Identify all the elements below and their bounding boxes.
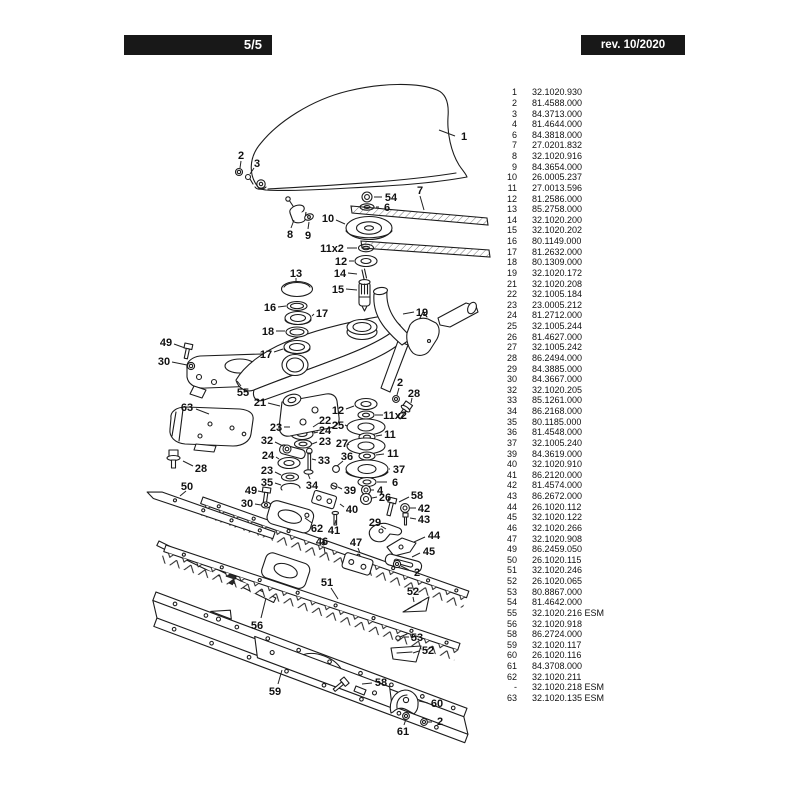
part-code: 32.1020.216 ESM [532,607,605,618]
callout-number: 49 [244,485,258,497]
part-ref: 32 [506,384,517,395]
callout-number: 60 [430,698,444,710]
callout-number: 8 [286,229,294,241]
part-code: 32.1020.200 [532,214,583,225]
callout-leader [240,161,241,168]
part-code: 32.1005.242 [532,342,583,353]
callout-number: 24 [261,450,275,462]
callout-leader [275,472,281,475]
callout-number: 33 [317,455,331,467]
callout-leader [312,459,316,460]
knife-section-44 [387,538,416,556]
part-ref: 17 [506,246,517,257]
callout-leader [372,497,377,498]
callout-number: 55 [236,387,250,399]
callout-leader [412,553,420,557]
callout-number: 21 [253,397,267,409]
callout-leader [314,432,318,433]
callout-number: 11 [387,448,399,460]
callout-number: 11x2 [383,410,407,422]
part-ref: 23 [506,299,517,310]
part-code: 81.4574.000 [532,480,583,491]
callout-number: 2 [237,150,245,162]
callout-leader [376,435,382,436]
callout-number: 46 [315,536,329,548]
callout-number: 13 [289,268,303,280]
part-code: 32.1020.218 ESM [532,682,605,693]
callout-leader [276,457,279,459]
part-ref: 13 [506,204,517,215]
part-ref: 34 [506,406,517,417]
part-ref: 24 [506,310,517,321]
part-ref: 27 [506,342,517,353]
callout-number: 29 [368,517,382,529]
part-code: 32.1020.266 [532,522,583,533]
callout-number: 24 [318,425,332,437]
part-ref: 58 [506,629,517,640]
bolt-28a [167,450,180,468]
part-ref: 9 [511,161,517,172]
callout-number: 53 [410,632,424,644]
part-ref: 28 [506,352,517,363]
fin-52b [391,646,421,662]
part-code: 84.3667.000 [532,374,583,385]
part-code: 26.0005.237 [532,172,583,183]
callout-leader [346,289,357,290]
part-ref: 21 [506,278,517,289]
callout-leader [346,406,354,409]
callout-leader [345,425,347,426]
part-code: 81.4588.000 [532,97,583,108]
callout-number: 4 [376,485,384,497]
part-code: 84.3713.000 [532,108,583,119]
part-ref: 18 [506,257,517,268]
bolt-43 [403,513,408,525]
part-ref: 6 [511,129,517,140]
part-ref: 10 [506,172,517,183]
part-ref: 46 [506,522,517,533]
callout-leader [336,220,345,224]
callout-number: 52 [421,645,435,657]
part-ref: 37 [506,437,517,448]
callout-leader [376,454,384,455]
callout-number: 28 [194,463,208,475]
callout-number: 15 [331,284,345,296]
callout-number: 18 [261,326,275,338]
part-code: 86.2724.000 [532,629,583,640]
callout-leader [312,314,314,316]
callout-number: 19 [415,307,429,319]
callout-number: 51 [320,577,334,589]
part-ref: 52 [506,576,517,587]
part-ref: 43 [506,491,517,502]
part-ref: 30 [506,374,517,385]
bolt-2-small [393,560,400,567]
callout-number: 16 [263,302,277,314]
callout-number: 63 [180,402,194,414]
part-code: 26.1020.116 [532,650,582,661]
callout-number: 54 [384,192,398,204]
fin-52a [403,597,429,612]
ball-36 [333,466,340,473]
callout-number: 25 [331,420,345,432]
callout-number: 34 [305,480,319,492]
part-code: 32.1020.202 [532,225,583,236]
part-ref: 51 [506,565,517,576]
callout-leader [255,504,261,505]
part-ref: 60 [506,650,517,661]
callout-number: 6 [391,477,399,489]
revision-badge: rev. 10/2020 [581,35,685,55]
callout-number: 2 [396,377,404,389]
page-number-badge: 5/5 [124,35,272,55]
callout-number: 45 [422,546,436,558]
part-code: 84.3619.000 [532,448,583,459]
nut-2e [421,719,428,726]
part-code: 32.1020.208 [532,278,583,289]
part-code: 80.1309.000 [532,257,583,268]
part-code: 84.3885.000 [532,363,583,374]
part-ref: 62 [506,671,517,682]
part-ref: 40 [506,459,517,470]
callout-leader [268,403,280,406]
nut-2c [393,396,400,403]
part-code: 81.4642.000 [532,597,583,608]
callout-number: 6 [383,202,391,214]
callout-number: 23 [318,436,332,448]
callout-leader [403,312,414,314]
callout-leader [420,196,424,210]
part-code: 85.2758.000 [532,204,583,215]
callout-leader [338,487,342,489]
nut-42 [401,504,410,513]
part-code: 32.1020.135 ESM [532,692,605,703]
part-code: 32.1020.910 [532,459,583,470]
part-ref: 54 [506,597,517,608]
callout-number: 10 [321,213,335,225]
part-code: 26.1020.115 [532,554,582,565]
tensioner-8 [286,197,306,223]
part-code: 85.1261.000 [532,395,583,406]
callout-number: 2 [436,716,444,728]
callout-number: 7 [416,185,424,197]
callout-number: 40 [345,504,359,516]
part-code: 32.1020.117 [532,639,582,650]
callout-number: 42 [417,503,431,515]
part-ref: 22 [506,289,517,300]
part-code: 84.3818.000 [532,129,583,140]
part-ref: 2 [511,97,517,108]
part-code: 80.8867.000 [532,586,583,597]
part-ref: 61 [506,661,517,672]
callout-number: 49 [159,337,173,349]
part-code: 32.1020.930 [532,87,583,98]
callout-number: 58 [410,490,424,502]
pulley-10 [346,217,392,240]
callout-number: 52 [406,586,420,598]
callout-number: 23 [269,422,283,434]
part-ref: 14 [506,214,517,225]
part-ref: 50 [506,554,517,565]
callout-number: 56 [250,620,264,632]
part-ref: 3 [511,108,517,119]
part-code: 81.4627.000 [532,331,583,342]
bolt-49b [261,487,271,503]
callout-leader [410,518,416,519]
part-ref: 35 [506,416,517,427]
part-ref: 42 [506,480,517,491]
callout-number: 9 [304,230,312,242]
part-code: 32.1020.908 [532,533,583,544]
callout-number: 27 [335,438,349,450]
part-ref: 11 [507,182,517,193]
part-code: 81.2712.000 [532,310,583,321]
part-code: 81.4644.000 [532,119,583,130]
callout-number: 11 [384,429,396,441]
part-code: 26.1020.112 [532,501,582,512]
callout-leader [348,273,357,274]
part-ref: 36 [506,427,517,438]
callout-number: 43 [417,514,431,526]
part-code: 86.2168.000 [532,406,583,417]
part-code: 32.1005.240 [532,437,583,448]
callout-number: 26 [378,492,392,504]
part-code: 86.2459.050 [532,544,583,555]
part-code: 86.2120.000 [532,469,583,480]
callout-leader [261,598,266,618]
part-code: 23.0005.212 [532,299,583,310]
nut-30a [187,362,194,369]
part-code: 86.2494.000 [532,352,583,363]
part-code: 26.1020.065 [532,576,583,587]
part-ref: 26 [506,331,517,342]
callout-number: 41 [327,525,341,537]
callout-number: 47 [349,537,363,549]
callout-number: 36 [340,451,354,463]
part-ref: 53 [506,586,517,597]
callout-number: 30 [240,498,254,510]
callout-leader [172,362,187,365]
part-ref: 39 [506,448,517,459]
part-code: 27.0013.596 [532,182,583,193]
callout-leader [275,442,283,446]
part-code: 81.4548.000 [532,427,583,438]
part-ref: 44 [506,501,517,512]
part-code: 27.0201.832 [532,140,583,151]
part-ref: 29 [506,363,517,374]
callout-number: 44 [427,530,441,542]
callout-number: 30 [157,356,171,368]
callout-leader [414,537,425,542]
callout-number: 3 [253,158,261,170]
nut-30b [262,502,271,508]
callout-leader [275,483,281,485]
callout-leader [312,442,317,444]
part-ref: 19 [506,267,517,278]
part-code: 84.3708.000 [532,661,583,672]
callout-number: 17 [315,308,329,320]
callout-number: 12 [334,256,348,268]
part-ref: 56 [506,618,517,629]
callout-leader [308,222,309,229]
callout-leader [308,474,310,479]
callout-number: 11x2 [320,243,344,255]
part-ref: 59 [506,639,517,650]
callout-number: 59 [268,686,282,698]
part-code: 81.2586.000 [532,193,583,204]
belt-cover-1 [251,84,467,190]
part-ref: 1 [511,87,517,98]
callout-leader [183,461,193,466]
part-code: 32.1005.184 [532,289,583,300]
part-ref: 8 [511,151,517,162]
part-code: 32.1020.122 [532,512,583,523]
part-ref: 16 [506,236,517,247]
part-code: 80.1149.000 [532,236,582,247]
part-ref: - [514,682,517,693]
nut-61 [403,713,410,720]
part-ref: 49 [506,544,517,555]
callout-number: 28 [407,388,421,400]
part-code: 86.2672.000 [532,491,583,502]
callout-number: 58 [374,677,388,689]
callout-number: 23 [260,465,274,477]
callout-number: 1 [460,131,468,143]
part-code: 32.1020.246 [532,565,583,576]
part-ref: 63 [506,692,517,703]
part-code: 32.1020.916 [532,151,583,162]
part-code: 32.1020.918 [532,618,583,629]
callout-leader [397,388,399,395]
callout-number: 12 [331,405,345,417]
callout-number: 2 [413,567,421,579]
callout-leader [340,504,344,507]
part-ref: 41 [506,469,517,480]
nut-2a [236,169,243,176]
callout-number: 37 [392,464,406,476]
callout-number: 14 [333,268,347,280]
callout-leader [278,306,286,307]
part-ref: 15 [506,225,517,236]
part-code: 84.3654.000 [532,161,583,172]
part-ref: 33 [506,395,517,406]
part-code: 32.1020.205 [532,384,583,395]
part-ref: 12 [506,193,517,204]
part-ref: 25 [506,321,517,332]
part-code: 81.2632.000 [532,246,583,257]
part-ref: 4 [511,119,517,130]
callout-number: 61 [396,726,410,738]
part-code: 32.1020.172 [532,267,583,278]
callout-number: 32 [260,435,274,447]
callout-leader [331,588,338,599]
callout-number: 39 [343,485,357,497]
bolt-49a [182,343,193,359]
callout-leader [174,344,185,348]
callout-number: 22 [318,415,332,427]
guide-block-40 [311,490,337,509]
callout-leader [399,497,409,502]
part-ref: 7 [511,140,517,151]
part-ref: 55 [506,607,517,618]
part-code: 32.1005.244 [532,321,583,332]
part-code: 32.1020.211 [532,671,582,682]
callout-number: 62 [310,523,324,535]
part-ref: 47 [506,533,517,544]
part-code: 80.1185.000 [532,416,582,427]
part-ref: 45 [506,512,517,523]
callout-number: 35 [260,477,274,489]
callout-number: 17 [259,349,273,361]
callout-number: 50 [180,481,194,493]
screw-39 [331,483,337,489]
